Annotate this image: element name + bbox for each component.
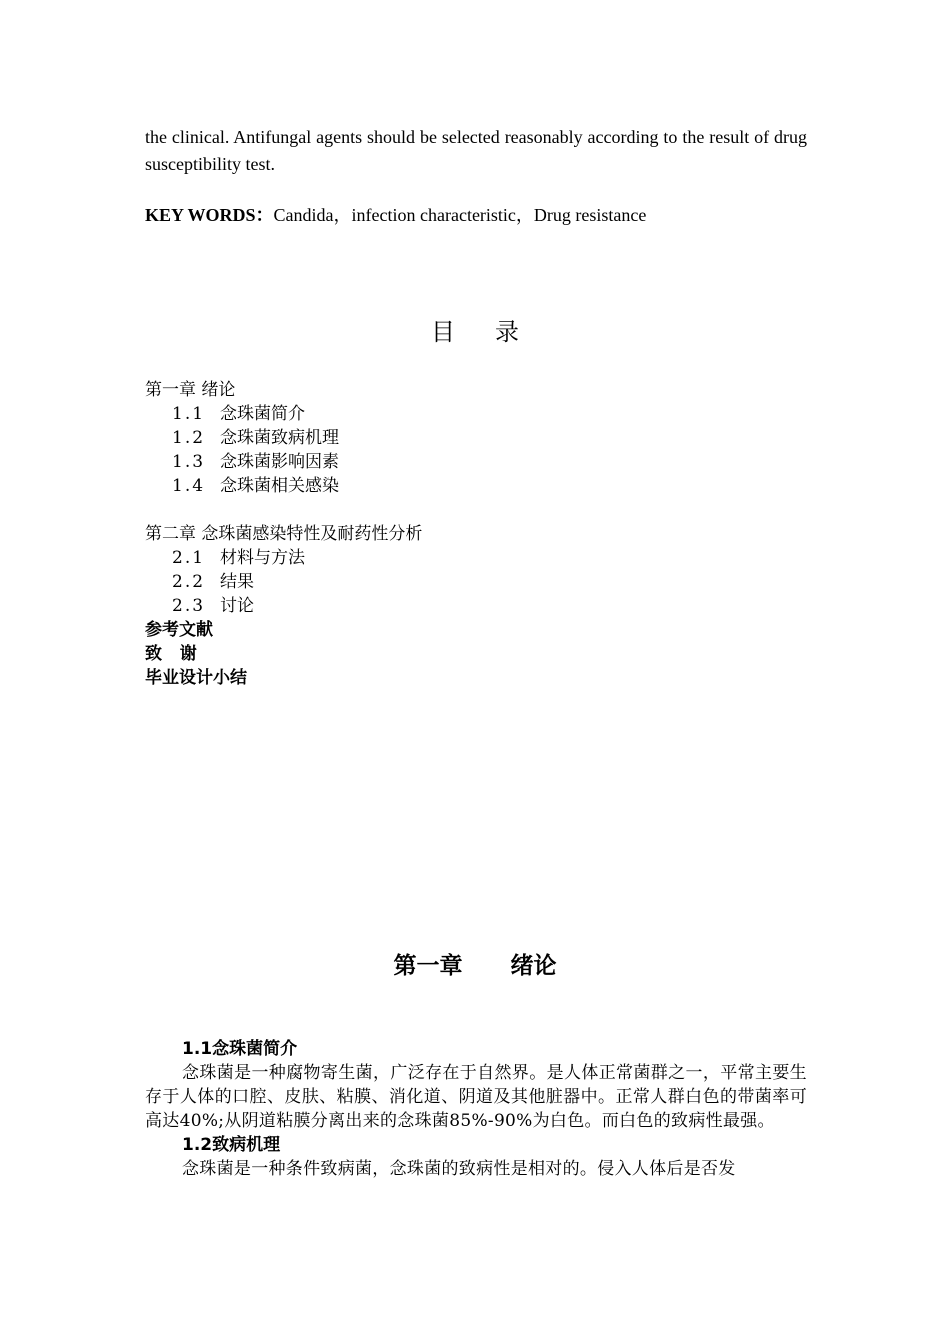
toc-chapter-1[interactable]: 第一章 绪论 (145, 380, 236, 400)
toc-item-label: 材料与方法 (220, 548, 305, 568)
toc-item[interactable] (145, 426, 807, 450)
toc-item[interactable] (145, 594, 807, 618)
toc-spacer (145, 498, 807, 522)
toc-item-number: 1.2 (172, 428, 206, 448)
toc-references[interactable]: 参考文献 (145, 620, 213, 640)
toc-title: 目录 (431, 318, 559, 346)
toc-item[interactable] (145, 570, 807, 594)
keywords-label: KEY WORDS： (145, 205, 274, 225)
toc-item-label: 结果 (220, 572, 254, 592)
section-heading-1-1: 1.1念珠菌简介 (182, 1039, 298, 1059)
toc-item-number: 1.4 (172, 476, 206, 496)
toc-item[interactable] (145, 546, 807, 570)
toc-item[interactable] (145, 450, 807, 474)
chapter-title: 第一章 绪论 (393, 953, 557, 979)
toc-item[interactable] (145, 474, 807, 498)
section-paragraph-1-2: 念珠菌是一种条件致病菌，念珠菌的致病性是相对的。侵入人体后是否发 (182, 1159, 736, 1179)
keywords-line (145, 202, 807, 228)
toc-item-label: 念珠菌致病机理 (220, 428, 339, 448)
section-heading-1-2: 1.2致病机理 (182, 1135, 281, 1155)
toc-item-label: 讨论 (220, 596, 254, 616)
toc-item-number: 2.2 (172, 572, 206, 592)
toc-item-label: 念珠菌相关感染 (220, 476, 339, 496)
toc-item-label: 念珠菌影响因素 (220, 452, 339, 472)
abstract-text: the clinical. Antifungal agents should be selected reasonably according to the result of drug susceptibility test. (145, 127, 807, 174)
toc-item-number: 1.1 (172, 404, 206, 424)
keywords-value: Candida，infection characteristic，Drug resistance (273, 205, 647, 225)
toc-item-number: 2.3 (172, 596, 206, 616)
toc-acknowledgements[interactable]: 致 谢 (145, 644, 197, 664)
toc-chapter-2[interactable]: 第二章 念珠菌感染特性及耐药性分析 (145, 524, 423, 544)
toc-summary[interactable]: 毕业设计小结 (145, 668, 247, 688)
table-of-contents (145, 378, 807, 690)
toc-item-label: 念珠菌简介 (220, 404, 305, 424)
section-paragraph-1-1: 念珠菌是一种腐物寄生菌，广泛存在于自然界。是人体正常菌群之一，平常主要生存于人体的口腔、皮肤、粘膜、消化道、阴道及其他脏器中。正常人群白色的带菌率可高达40%;从阴道粘膜分离出来的念珠菌85%-90%为白色。而白色的致病性最强。 (145, 1063, 807, 1131)
chapter-body (145, 1037, 807, 1181)
toc-item[interactable] (145, 402, 807, 426)
toc-item-number: 2.1 (172, 548, 206, 568)
toc-item-number: 1.3 (172, 452, 206, 472)
